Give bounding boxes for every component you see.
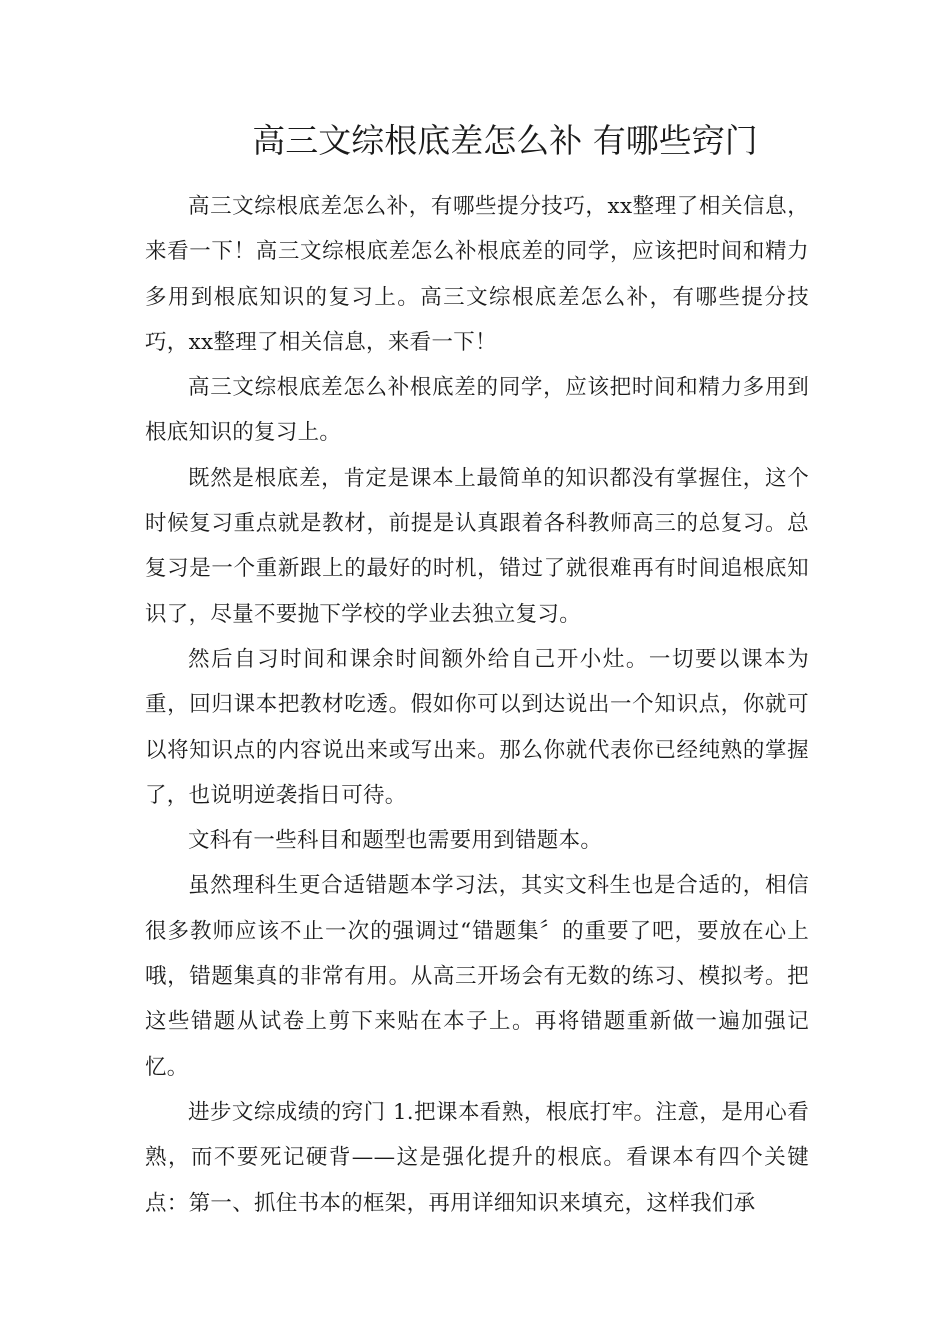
paragraph-error-collection: 虽然理科生更合适错题本学习法，其实文科生也是合适的，相信很多教师应该不止一次的强调过“错题集〞的重要了吧，要放在心上哦，错题集真的非常有用。从高三开场会有无数的练习、模拟考。把这些错题从试卷上剪下来贴在本子上。再将错题重新做一遍加强记忆。 xyxy=(145,873,809,1080)
document-body xyxy=(145,184,809,1226)
paragraph-self-study: 然后自习时间和课余时间额外给自己开小灶。一切要以课本为重，回归课本把教材吃透。假如你可以到达说出一个知识点，你就可以将知识点的内容说出来或写出来。那么你就代表你已经纯熟的掌握了，也说明逆袭指日可待。 xyxy=(145,646,809,808)
paragraph-weak-foundation: 高三文综根底差怎么补根底差的同学，应该把时间和精力多用到根底知识的复习上。 xyxy=(145,375,809,446)
paragraph-improvement-tips: 进步文综成绩的窍门 1.把课本看熟，根底打牢。注意，是用心看熟，而不要死记硬背——这是强化提升的根底。看课本有四个关键点：第一、抓住书本的框架，再用详细知识来填充，这样我们承 xyxy=(145,1099,809,1216)
paragraph-intro: 高三文综根底差怎么补，有哪些提分技巧，xx整理了相关信息，来看一下！高三文综根底差怎么补根底差的同学，应该把时间和精力多用到根底知识的复习上。高三文综根底差怎么补，有哪些提分技巧，xx整理了相关信息，来看一下！ xyxy=(145,194,809,355)
paragraph-textbook-focus: 既然是根底差，肯定是课本上最简单的知识都没有掌握住，这个时候复习重点就是教材，前提是认真跟着各科教师高三的总复习。总复习是一个重新跟上的最好的时机，错过了就很难再有时间追根底知识了，尽量不要抛下学校的学业去独立复习。 xyxy=(145,465,809,627)
document-title: 高三文综根底差怎么补 有哪些窍门 xyxy=(252,121,758,160)
paragraph-error-notebook: 文科有一些科目和题型也需要用到错题本。 xyxy=(188,828,603,854)
